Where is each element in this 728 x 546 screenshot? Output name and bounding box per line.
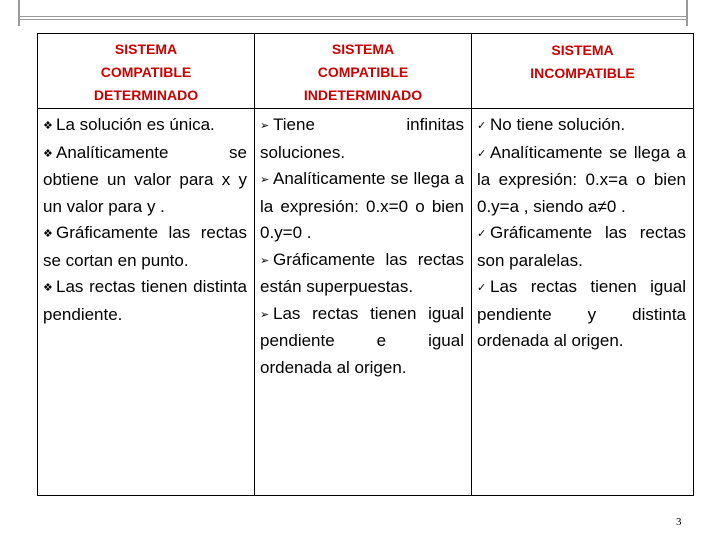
header-line: SISTEMA [114,41,178,57]
page-number: 3 [676,516,682,528]
body-cell-indeterminado [255,109,472,496]
header-line: SISTEMA [331,41,395,57]
list-item: ✓ Analíticamente se llega a la expresión: 0.x=a o bien 0.y=a , siendo a≠0 . [477,142,686,216]
decorative-line-left [18,0,20,26]
arrow-bullet-icon: ➢ [260,308,270,321]
arrow-bullet-icon: ➢ [260,120,270,132]
list-item: ➢ Las rectas tienen igual pendiente e igual ordenada al origen. [260,303,464,377]
diamond-bullet-icon: ❖ [43,120,53,132]
arrow-bullet-icon: ➢ [260,174,270,186]
check-bullet-icon: ✓ [477,228,487,240]
list-item: ✓ Gráficamente las rectas son paralelas. [477,223,686,270]
check-bullet-icon: ✓ [477,120,487,132]
decorative-line-top-2 [20,19,686,20]
header-line: INDETERMINADO [303,87,423,103]
header-line: COMPATIBLE [317,64,409,80]
table-body-row [38,109,694,496]
diamond-bullet-icon: ❖ [43,282,53,294]
body-cell-determinado [38,109,255,496]
header-cell-determinado [38,34,255,109]
header-line: DETERMINADO [93,87,199,103]
list-item: ➢ Tiene infinitas soluciones. [260,115,464,162]
header-line: SISTEMA [551,42,614,58]
list-item: ❖ Gráficamente las rectas se cortan en punto. [43,223,247,270]
list-item: ➢ Gráficamente las rectas están superpuestas. [260,249,464,296]
header-cell-indeterminado [255,34,472,109]
list-item: ❖ La solución es única. [43,112,247,140]
comparison-table [37,33,694,496]
header-line: INCOMPATIBLE [530,65,635,81]
list-item: ❖ Las rectas tienen distinta pendiente. [43,277,247,324]
check-bullet-icon: ✓ [477,147,487,160]
header-line: COMPATIBLE [100,64,192,80]
diamond-bullet-icon: ❖ [43,228,53,240]
check-bullet-icon: ✓ [477,282,487,294]
decorative-line-top [20,16,686,17]
decorative-line-right [686,0,688,26]
list-item: ✓ Las rectas tienen igual pendiente y distinta ordenada al origen. [477,277,686,350]
arrow-bullet-icon: ➢ [260,254,270,267]
header-cell-incompatible [472,34,694,109]
diamond-bullet-icon: ❖ [43,147,53,160]
table-header-row [38,34,694,109]
list-item: ✓ No tiene solución. [477,112,686,140]
list-item: ❖ Analíticamente se obtiene un valor para x y un valor para y . [43,142,247,216]
list-item: ➢ Analíticamente se llega a la expresión: 0.x=0 o bien 0.y=0 . [260,169,464,242]
body-cell-incompatible [472,109,694,496]
